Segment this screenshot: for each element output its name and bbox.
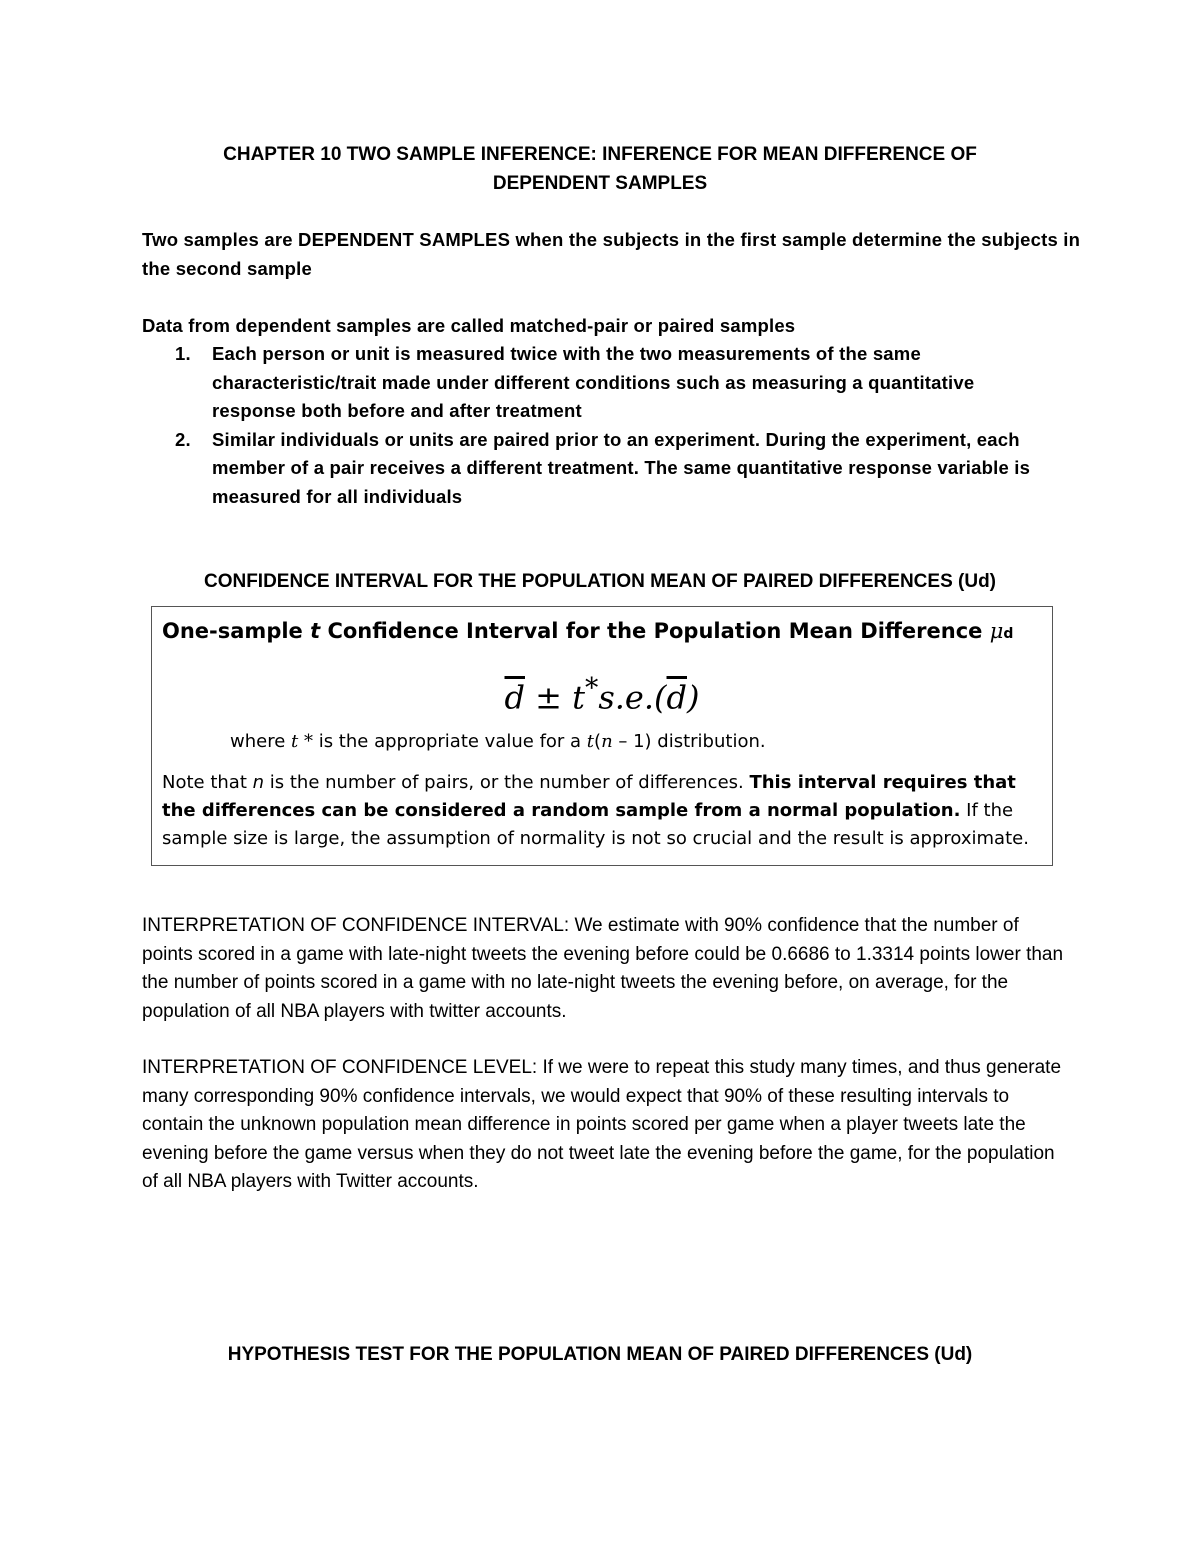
formula-part: ) <box>687 678 700 717</box>
cl-interpretation: INTERPRETATION OF CONFIDENCE LEVEL: If we were to repeat this study many times, and thus generate many corresponding 90% confidence intervals, we would expect that 90% of these resulting intervals to contain the unknown population mean difference in points scored per game when a player tweets late the evening before the game versus when they do not tweet late the evening before the game, for the population of all NBA players with Twitter accounts. <box>142 1057 1062 1192</box>
ci-formula <box>152 673 1052 717</box>
ci-formula-box <box>151 606 1053 866</box>
formula-dbar: $\overline{d}$ <box>666 678 687 717</box>
dependent-samples-definition: Two samples are DEPENDENT SAMPLES when the subjects in the first sample determine the subjects in the second sample <box>142 229 1081 279</box>
where-dist-n: n <box>601 731 613 752</box>
ci-interpretation: INTERPRETATION OF CONFIDENCE INTERVAL: We estimate with 90% confidence that the number of points scored in a game with late-night tweets the evening before could be 0.6686 to 1.3314 points lower than the number of points scored in a game with no late-night tweets the evening before, on average, for the population of all NBA players with twitter accounts. <box>142 915 1064 1022</box>
where-part: – 1) distribution. <box>612 731 766 752</box>
list-item <box>142 426 1042 512</box>
formula-part: ± t <box>524 678 585 717</box>
formula-part: s.e.( <box>598 678 667 717</box>
list-item-text: Each person or unit is measured twice with the two measurements of the same characteristic/trait made under different conditions such as measuring a quantitative response both before and after treatment <box>212 343 975 421</box>
box-title-t: t <box>310 619 321 643</box>
list-item <box>142 340 1042 426</box>
chapter-title-line1: CHAPTER 10 TWO SAMPLE INFERENCE: INFERENCE FOR MEAN DIFFERENCE OF <box>223 144 977 165</box>
note-bold: This interval requires that the differences can be considered a random sample from a normal population. <box>162 772 1016 821</box>
list-item-number: 1. <box>175 343 191 364</box>
list-item-text: Similar individuals or units are paired prior to an experiment. During the experiment, each member of a pair receives a different treatment. The same quantitative response variable is measured for all individuals <box>212 428 1031 507</box>
formula-dbar: $\overline{d}$ <box>504 678 525 717</box>
list-item-number: 2. <box>175 428 191 450</box>
ci-section-heading: CONFIDENCE INTERVAL FOR THE POPULATION MEAN OF PAIRED DIFFERENCES (Ud) <box>203 571 997 592</box>
where-t-star: t * <box>291 731 313 752</box>
note-part: Note that <box>162 772 253 793</box>
where-part: ( <box>594 731 602 752</box>
ht-section-heading: HYPOTHESIS TEST FOR THE POPULATION MEAN OF PAIRED DIFFERENCES (Ud) <box>227 1344 973 1365</box>
paired-samples-intro: Data from dependent samples are called matched-pair or paired samples <box>142 315 796 336</box>
formula-star: * <box>585 673 599 704</box>
where-part: where <box>230 731 292 752</box>
ci-requirements-note <box>162 769 1044 853</box>
chapter-title-line2: DEPENDENT SAMPLES <box>492 173 708 194</box>
t-star-explanation <box>230 731 766 752</box>
where-dist-t: t <box>586 731 595 752</box>
chapter-title <box>120 140 1080 198</box>
box-title-subscript: d <box>1003 626 1014 642</box>
box-title-part: One-sample <box>162 619 311 643</box>
note-n: n <box>252 772 265 793</box>
note-part: is the number of pairs, or the number of differences. <box>264 772 750 793</box>
paired-samples-list <box>142 340 1042 511</box>
note-part: If the sample size is large, the assumption of normality is not so crucial and the result is approximate. <box>162 800 1029 849</box>
box-title-mu: μ <box>989 619 1004 643</box>
box-title-part: Confidence Interval for the Population Mean Difference <box>320 619 990 643</box>
box-title <box>162 619 1013 643</box>
where-part: is the appropriate value for a <box>312 731 587 752</box>
